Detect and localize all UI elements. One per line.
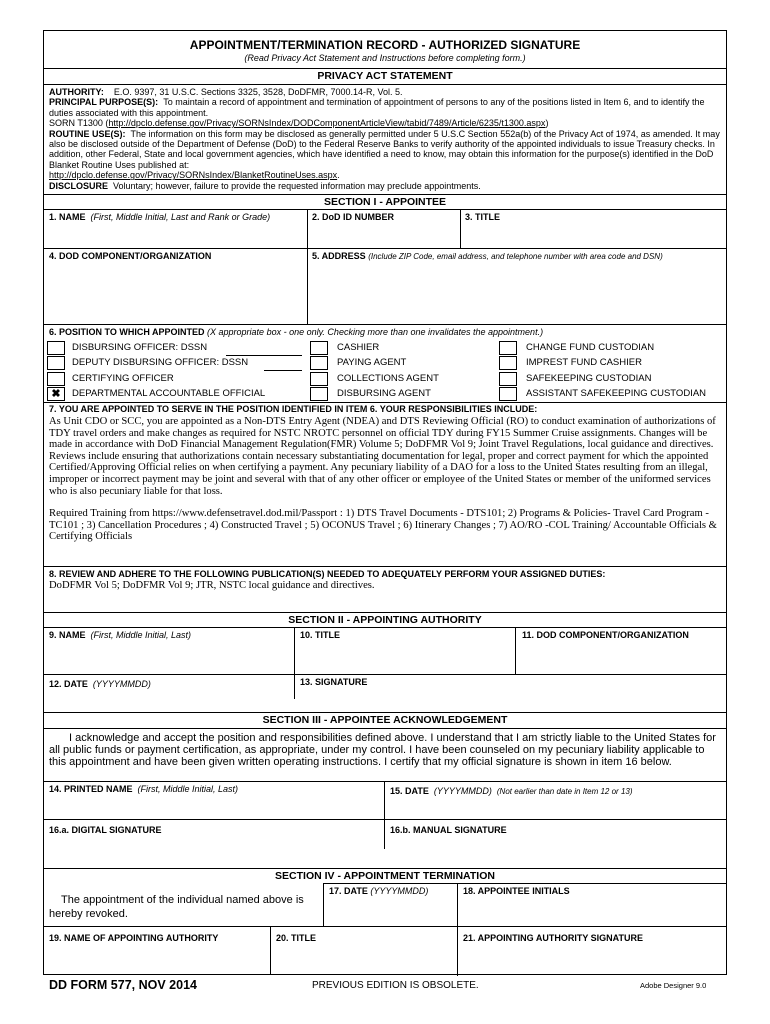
item4-label: 4. DOD COMPONENT/ORGANIZATION (49, 251, 212, 261)
routine-link[interactable]: http://dpclo.defense.gov/Privacy/SORNsIndex/BlanketRoutineUses.aspx (49, 170, 338, 181)
option-disbursing-agent: DISBURSING AGENT (337, 388, 431, 399)
option-departmental-accountable-official: DEPARTMENTAL ACCOUNTABLE OFFICIAL (72, 388, 266, 399)
item17-label: 17. DATE (YYYYMMDD) (329, 886, 429, 896)
appointee-initials-field[interactable] (458, 898, 726, 925)
option-assistant-safekeeping-custodian: ASSISTANT SAFEKEEPING CUSTODIAN (526, 388, 707, 399)
item7-label: 7. YOU ARE APPOINTED TO SERVE IN THE POSITION IDENTIFIED IN ITEM 6. YOUR RESPONSIBILITIES INCLUDE: (49, 404, 538, 414)
divider (43, 868, 727, 869)
divider (323, 883, 727, 884)
checkbox-imprest-fund-cashier[interactable] (499, 356, 517, 370)
disclosure-label: DISCLOSURE (49, 180, 109, 191)
sorn-link[interactable]: http://dpclo.defense.gov/Privacy/SORNsIndex/DODComponentArticleView/tabid/7489/Article/6235/t1300.aspx (108, 118, 546, 129)
disclosure-text: Voluntary; however, failure to provide the requested information may preclude appointments. (113, 180, 481, 191)
item6-label: 6. POSITION TO WHICH APPOINTED (X appropriate box - one only. Checking more than one invalidates the appointment.) (49, 327, 544, 337)
checkbox-collections-agent[interactable] (310, 372, 328, 386)
divider (43, 728, 727, 729)
divider (43, 324, 727, 325)
routine-end: . (337, 170, 340, 181)
routine-text: The information on this form may be disclosed as generally permitted under 5 U.S.C Section 552a(b) of the Privacy Act of 1974, as amended. It may also be disclosed outside of the Department of Defense (DoD) to the Federal Reserve Banks to verify authority of the appointed individuals to issue Treasury checks. In addition, other Federal, State and local government agencies, which have identified a need to know, may obtain this information for the purpose(s) identified in the DoD Blanket Routine Uses published at: (49, 128, 720, 170)
form-title: APPOINTMENT/TERMINATION RECORD - AUTHORIZED SIGNATURE (189, 38, 581, 52)
privacy-heading: PRIVACY ACT STATEMENT (317, 70, 453, 82)
appointing-signature-field[interactable] (295, 689, 726, 709)
option-imprest-fund-cashier: IMPREST FUND CASHIER (526, 357, 642, 368)
section4-heading: SECTION IV - APPOINTMENT TERMINATION (275, 870, 495, 882)
option-collections-agent: COLLECTIONS AGENT (337, 373, 439, 384)
section2-heading: SECTION II - APPOINTING AUTHORITY (288, 614, 482, 626)
sorn-line (49, 118, 723, 128)
publications-text[interactable]: DoDFMR Vol 5; DoDFMR Vol 9; JTR, NSTC local guidance and directives. (49, 580, 375, 591)
item9-label: 9. NAME (First, Middle Initial, Last) (49, 630, 192, 640)
revoked-text: The appointment of the individual named above is hereby revoked. (49, 894, 304, 920)
divider (43, 712, 727, 713)
appointing-title-field[interactable] (295, 642, 514, 673)
divider (43, 194, 727, 195)
item19-label: 19. NAME OF APPOINTING AUTHORITY (49, 933, 219, 943)
dod-id-field[interactable] (308, 224, 459, 247)
acknowledgement-text: I acknowledge and accept the position and responsibilities defined above. I understand that I am strictly liable to the United States for all public funds or payment certification, as appropriate, under my control. I have been counseled on my pecuniary liability applicable to this appointment and have been given written operating instructions. I certify that my official signature is shown in item 16 below. (49, 732, 716, 768)
checkbox-safekeeping-custodian[interactable] (499, 372, 517, 386)
appointing-authority-signature-field[interactable] (458, 945, 726, 974)
item20-label: 20. TITLE (276, 933, 317, 943)
checkbox-paying-agent[interactable] (310, 356, 328, 370)
divider (43, 68, 727, 69)
item14-label: 14. PRINTED NAME (First, Middle Initial, Last) (49, 784, 239, 794)
item16b-label: 16.b. MANUAL SIGNATURE (390, 825, 507, 835)
appointing-authority-name-field[interactable] (44, 945, 269, 974)
form-subtitle: (Read Privacy Act Statement and Instructions before completing form.) (244, 53, 526, 63)
item18-label: 18. APPOINTEE INITIALS (463, 886, 570, 896)
checkbox-disbursing-officer[interactable] (47, 341, 65, 355)
option-cashier: CASHIER (337, 342, 380, 353)
purpose-label: PRINCIPAL PURPOSE(S): (49, 97, 159, 108)
divider (43, 674, 727, 675)
name-field[interactable] (44, 224, 306, 247)
obsolete-notice: PREVIOUS EDITION IS OBSOLETE. (312, 980, 479, 991)
divider (43, 627, 727, 628)
divider (43, 402, 727, 403)
purpose-text: To maintain a record of appointment and termination of appointment of persons to any of the positions listed in Item 6, and to identify the duties associated with this appointment. (49, 97, 705, 118)
option-deputy-disbursing-officer: DEPUTY DISBURSING OFFICER: DSSN (72, 357, 249, 368)
option-safekeeping-custodian: SAFEKEEPING CUSTODIAN (526, 373, 652, 384)
appointing-date-field[interactable] (160, 676, 292, 698)
checkbox-change-fund-custodian[interactable] (499, 341, 517, 355)
dssn-field-disbursing[interactable] (226, 355, 302, 356)
title-field[interactable] (461, 224, 726, 247)
checkbox-cashier[interactable] (310, 341, 328, 355)
item21-label: 21. APPOINTING AUTHORITY SIGNATURE (463, 933, 644, 943)
item3-label: 3. TITLE (465, 212, 501, 222)
privacy-statement (49, 87, 723, 191)
appointing-component-field[interactable] (516, 642, 726, 673)
checkbox-deputy-disbursing-officer[interactable] (47, 356, 65, 370)
authority-label: AUTHORITY: (49, 87, 104, 97)
option-paying-agent: PAYING AGENT (337, 357, 407, 368)
item12-label: 12. DATE (YYYYMMDD) (49, 679, 151, 689)
termination-date-field[interactable] (324, 898, 456, 925)
responsibilities-paragraph: As Unit CDO or SCC, you are appointed as a Non-DTS Entry Agent (NDEA) and DTS Reviewing Official (RO) to conduct examination of authorizations of TDY travel orders and make changes as required for NSTC NROTC personnel on official TDY during FY15 Summer Cruise assignments. Changes will be made in accordance with DoD Financial Management Regulation(FMR) Volume 5; DoDFMR Vol 9; Joint Travel Regulations, local guidance and directives. Reviews include ensuring that authorizations contain necessary substantiating documentation for legal, proper and correct payment for which the appointed Certified/Approving Official relies on when certifying a payment. Any pecuniary liability of a DAO for a loss to the United States resulting from an illegal, improper or incorrect payment may be joint and several with that of any other officer or employee of the United States or member of the uniformed services who is also pecuniary liable for that loss. (49, 416, 716, 497)
address-field[interactable] (308, 263, 726, 323)
divider (43, 926, 727, 927)
checkbox-disbursing-agent[interactable] (310, 387, 328, 401)
checkbox-departmental-accountable-official[interactable]: ✖ (47, 387, 65, 401)
section1-heading: SECTION I - APPOINTEE (323, 196, 447, 208)
software-note: Adobe Designer 9.0 (640, 981, 707, 990)
appointee-date-field[interactable] (385, 798, 726, 818)
divider (43, 84, 727, 85)
appointing-name-field[interactable] (44, 642, 293, 673)
manual-signature-field[interactable] (385, 836, 726, 866)
item5-label: 5. ADDRESS (Include ZIP Code, email address, and telephone number with area code and DSN) (312, 251, 663, 261)
authority-text: E.O. 9397, 31 U.S.C. Sections 3325, 3528, DoDFMR, 7000.14-R, Vol. 5. (113, 87, 403, 97)
item2-label: 2. DoD ID NUMBER (312, 212, 395, 222)
checkbox-assistant-safekeeping-custodian[interactable] (499, 387, 517, 401)
option-disbursing-officer: DISBURSING OFFICER: DSSN (72, 342, 208, 353)
checkbox-certifying-officer[interactable] (47, 372, 65, 386)
digital-signature-field[interactable] (44, 836, 383, 866)
sorn-text: SORN T1300 ( (49, 118, 109, 129)
divider (43, 566, 727, 567)
option-certifying-officer: CERTIFYING OFFICER (72, 373, 174, 384)
divider (43, 248, 727, 249)
responsibilities-text[interactable] (49, 416, 725, 543)
item15-label: 15. DATE (YYYYMMDD) (Not earlier than date in Item 12 or 13) (390, 786, 633, 796)
training-paragraph: Required Training from https://www.defensetravel.dod.mil/Passport : 1) DTS Travel Documents - DTS101; 2) Programs & Policies- Travel Card Program - TC101 ; 3) Cancellation Procedures ; 4) Constructed Travel ; 5) OCONUS Travel ; 6) Itinerary Changes ; 7) AO/RO -COL Training/ Accountable Officials & Certifying Officials (49, 508, 717, 543)
component-field[interactable] (44, 263, 306, 323)
purpose-line (49, 97, 723, 118)
routine-label: ROUTINE USE(S): (49, 128, 126, 139)
divider (43, 612, 727, 613)
option-change-fund-custodian: CHANGE FUND CUSTODIAN (526, 342, 655, 353)
section3-heading: SECTION III - APPOINTEE ACKNOWLEDGEMENT (262, 714, 508, 726)
routine-line (49, 129, 723, 181)
item1-label: 1. NAME (First, Middle Initial, Last and Rank or Grade) (49, 212, 271, 222)
form-id: DD FORM 577, NOV 2014 (49, 978, 197, 992)
disclosure-line (49, 181, 723, 191)
item16a-label: 16.a. DIGITAL SIGNATURE (49, 825, 162, 835)
dssn-field-deputy[interactable] (264, 370, 302, 371)
authority-line (49, 87, 723, 97)
item13-label: 13. SIGNATURE (300, 677, 368, 687)
printed-name-field[interactable] (44, 796, 383, 818)
appointing-authority-title-field[interactable] (271, 945, 456, 974)
item8-label: 8. REVIEW AND ADHERE TO THE FOLLOWING PUBLICATION(S) NEEDED TO ADEQUATELY PERFORM YOUR ASSIGNED DUTIES: (49, 569, 606, 579)
divider (43, 781, 727, 782)
divider (43, 209, 727, 210)
item11-label: 11. DOD COMPONENT/ORGANIZATION (522, 630, 689, 640)
divider (43, 819, 727, 820)
item10-label: 10. TITLE (300, 630, 341, 640)
sorn-close: ) (545, 118, 549, 129)
